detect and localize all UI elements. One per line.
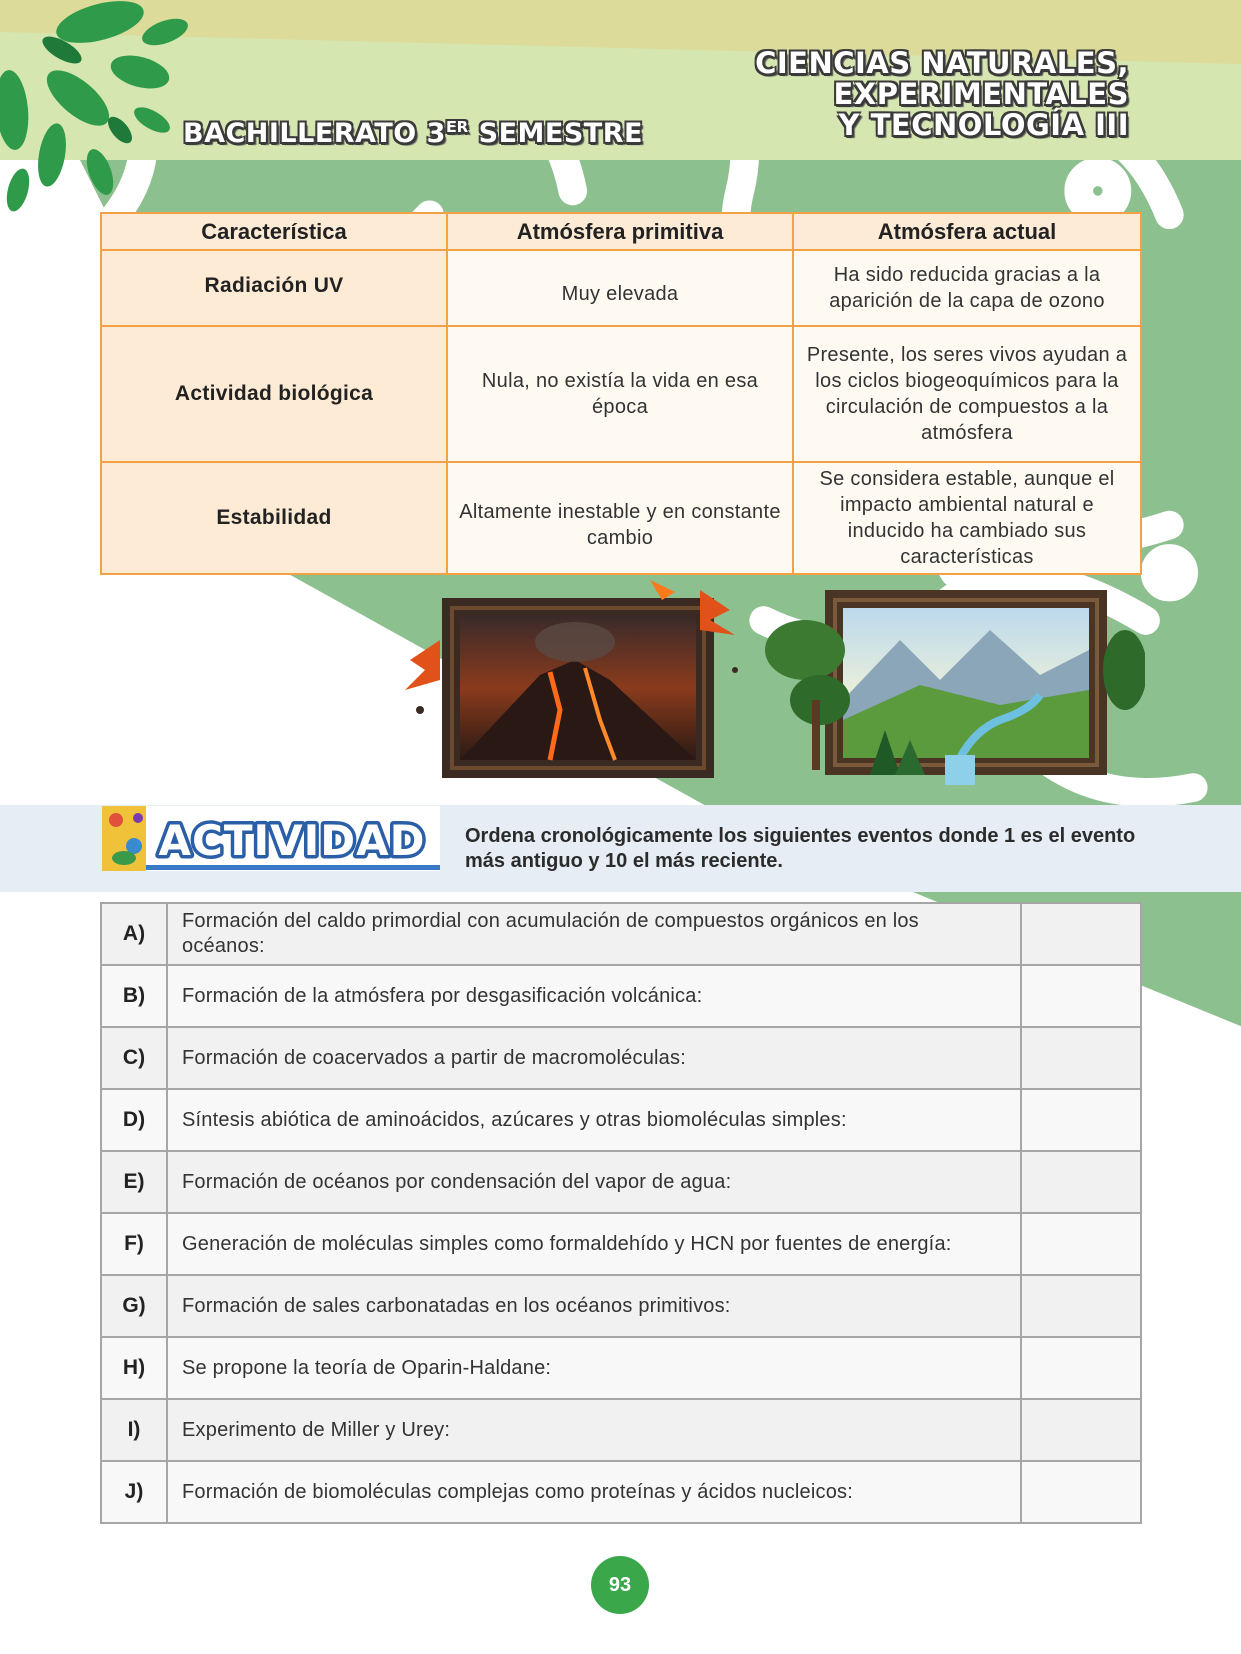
atmosphere-comparison-table (100, 212, 1142, 575)
event-order-answer[interactable] (1021, 1151, 1141, 1213)
event-row (101, 1027, 1141, 1089)
event-description: Se propone la teoría de Oparin-Haldane: (167, 1337, 1021, 1399)
comparison-row (101, 462, 1141, 574)
event-letter: B) (101, 965, 167, 1027)
row-primitive: Altamente inestable y en constante cambio (447, 462, 793, 574)
event-letter: A) (101, 903, 167, 965)
event-letter: E) (101, 1151, 167, 1213)
level-title (183, 118, 643, 149)
event-row (101, 1151, 1141, 1213)
event-description: Formación de coacervados a partir de macromoléculas: (167, 1027, 1021, 1089)
subject-title (755, 48, 1129, 141)
event-row (101, 965, 1141, 1027)
event-description: Formación de océanos por condensación del vapor de agua: (167, 1151, 1021, 1213)
event-order-answer[interactable] (1021, 903, 1141, 965)
subject-title-line-2: EXPERIMENTALES (833, 77, 1129, 111)
comparison-row (101, 250, 1141, 326)
event-row (101, 1399, 1141, 1461)
event-row (101, 903, 1141, 965)
event-row (101, 1275, 1141, 1337)
leaves-decoration (0, 0, 200, 215)
events-ordering-table (100, 902, 1142, 1524)
activity-instruction: Ordena cronológicamente los siguientes eventos donde 1 es el evento más antiguo y 10 el más reciente. (465, 825, 1136, 872)
event-order-answer[interactable] (1021, 1027, 1141, 1089)
landscape-painting (765, 590, 1145, 785)
event-description: Formación de biomoléculas complejas como proteínas y ácidos nucleicos: (167, 1461, 1021, 1523)
level-title-rest: SEMESTRE (468, 118, 643, 149)
event-order-answer[interactable] (1021, 1337, 1141, 1399)
row-current: Presente, los seres vivos ayudan a los ciclos biogeoquímicos para la circulación de compuestos a la atmósfera (793, 326, 1141, 462)
atmosphere-illustrations (400, 580, 1145, 790)
event-description: Experimento de Miller y Urey: (167, 1399, 1021, 1461)
activity-badge-label: ACTIVIDAD (158, 816, 426, 865)
event-description: Formación de la atmósfera por desgasificación volcánica: (167, 965, 1021, 1027)
header-feature: Característica (101, 213, 447, 250)
event-description: Formación del caldo primordial con acumulación de compuestos orgánicos en los océanos: (167, 903, 1021, 965)
event-order-answer[interactable] (1021, 1213, 1141, 1275)
event-letter: D) (101, 1089, 167, 1151)
event-row (101, 1089, 1141, 1151)
event-row (101, 1337, 1141, 1399)
level-title-main: BACHILLERATO 3 (183, 118, 446, 149)
event-order-answer[interactable] (1021, 1275, 1141, 1337)
row-primitive: Nula, no existía la vida en esa época (447, 326, 793, 462)
subject-title-line-1: CIENCIAS NATURALES, (755, 46, 1129, 80)
event-letter: C) (101, 1027, 167, 1089)
comparison-row (101, 326, 1141, 462)
event-letter: G) (101, 1275, 167, 1337)
event-description: Formación de sales carbonatadas en los océanos primitivos: (167, 1275, 1021, 1337)
row-feature: Radiación UV (101, 250, 447, 326)
event-order-answer[interactable] (1021, 965, 1141, 1027)
row-feature: Actividad biológica (101, 326, 447, 462)
row-primitive: Muy elevada (447, 250, 793, 326)
activity-badge (102, 806, 440, 871)
volcano-painting (405, 580, 738, 778)
row-current: Ha sido reducida gracias a la aparición de la capa de ozono (793, 250, 1141, 326)
page-number-badge: 93 (591, 1556, 649, 1614)
event-order-answer[interactable] (1021, 1461, 1141, 1523)
row-feature: Estabilidad (101, 462, 447, 574)
row-current: Se considera estable, aunque el impacto ambiental natural e inducido ha cambiado sus características (793, 462, 1141, 574)
header-current: Atmósfera actual (793, 213, 1141, 250)
level-title-superscript: ER (445, 118, 469, 136)
subject-title-line-3: Y TECNOLOGÍA III (838, 108, 1129, 142)
event-letter: H) (101, 1337, 167, 1399)
event-row (101, 1461, 1141, 1523)
event-order-answer[interactable] (1021, 1089, 1141, 1151)
event-order-answer[interactable] (1021, 1399, 1141, 1461)
event-row (101, 1213, 1141, 1275)
event-letter: J) (101, 1461, 167, 1523)
event-description: Síntesis abiótica de aminoácidos, azúcares y otras biomoléculas simples: (167, 1089, 1021, 1151)
event-letter: I) (101, 1399, 167, 1461)
event-description: Generación de moléculas simples como formaldehído y HCN por fuentes de energía: (167, 1213, 1021, 1275)
comparison-header-row (101, 213, 1141, 250)
event-letter: F) (101, 1213, 167, 1275)
header-primitive: Atmósfera primitiva (447, 213, 793, 250)
